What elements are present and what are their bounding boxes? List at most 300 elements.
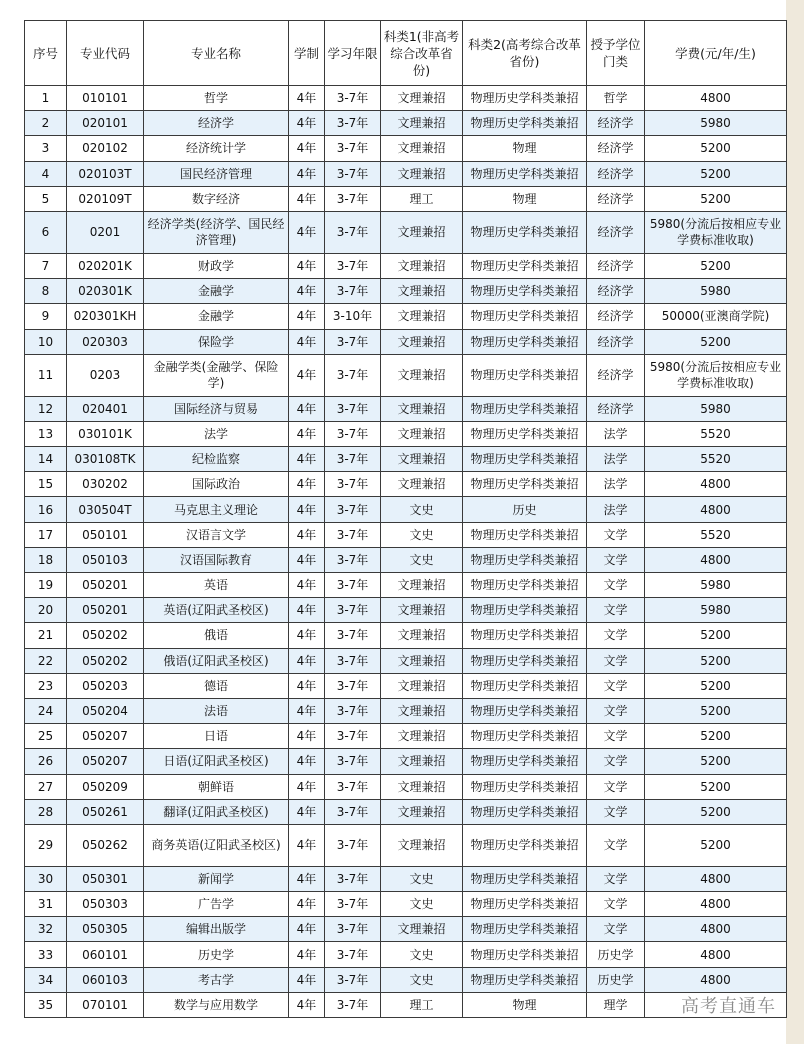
cell-col-degree: 文学	[587, 547, 645, 572]
cell-col-category-2: 物理历史学科类兼招	[463, 799, 587, 824]
cell-col-index: 15	[25, 472, 67, 497]
cell-col-code: 030101K	[67, 421, 144, 446]
header-col-tuition: 学费(元/年/生)	[645, 21, 787, 86]
cell-col-index: 22	[25, 648, 67, 673]
cell-col-tuition: 5200	[645, 673, 787, 698]
cell-col-index: 14	[25, 447, 67, 472]
cell-col-category-2: 物理历史学科类兼招	[463, 329, 587, 354]
cell-col-category-1: 文理兼招	[381, 648, 463, 673]
cell-col-degree: 经济学	[587, 186, 645, 211]
table-row	[25, 279, 787, 304]
cell-col-code: 020201K	[67, 253, 144, 278]
table-row	[25, 799, 787, 824]
table-row	[25, 421, 787, 446]
cell-col-tuition: 5200	[645, 824, 787, 866]
cell-col-major-name: 数学与应用数学	[144, 992, 289, 1017]
table-row	[25, 698, 787, 723]
cell-col-major-name: 历史学	[144, 942, 289, 967]
cell-col-tuition: 4800	[645, 892, 787, 917]
cell-col-category-2: 物理历史学科类兼招	[463, 967, 587, 992]
cell-col-major-name: 翻译(辽阳武圣校区)	[144, 799, 289, 824]
table-row	[25, 892, 787, 917]
cell-col-major-name: 日语(辽阳武圣校区)	[144, 749, 289, 774]
table-row	[25, 598, 787, 623]
cell-col-category-2: 物理历史学科类兼招	[463, 698, 587, 723]
cell-col-major-name: 保险学	[144, 329, 289, 354]
cell-col-major-name: 国际经济与贸易	[144, 396, 289, 421]
cell-col-major-name: 英语	[144, 573, 289, 598]
table-row	[25, 967, 787, 992]
table-row	[25, 917, 787, 942]
cell-col-study-years: 3-7年	[325, 623, 381, 648]
table-row	[25, 136, 787, 161]
cell-col-major-name: 日语	[144, 724, 289, 749]
cell-col-degree: 法学	[587, 447, 645, 472]
table-row	[25, 111, 787, 136]
cell-col-duration: 4年	[289, 749, 325, 774]
cell-col-category-2: 物理历史学科类兼招	[463, 866, 587, 891]
cell-col-tuition: 5980	[645, 111, 787, 136]
cell-col-code: 020109T	[67, 186, 144, 211]
cell-col-degree: 经济学	[587, 161, 645, 186]
cell-col-duration: 4年	[289, 111, 325, 136]
cell-col-study-years: 3-7年	[325, 573, 381, 598]
table-row	[25, 673, 787, 698]
cell-col-code: 050301	[67, 866, 144, 891]
header-col-major-name: 专业名称	[144, 21, 289, 86]
cell-col-duration: 4年	[289, 866, 325, 891]
cell-col-code: 070101	[67, 992, 144, 1017]
cell-col-category-2: 物理	[463, 186, 587, 211]
cell-col-category-2: 物理历史学科类兼招	[463, 396, 587, 421]
cell-col-duration: 4年	[289, 698, 325, 723]
cell-col-category-1: 文理兼招	[381, 161, 463, 186]
cell-col-code: 020401	[67, 396, 144, 421]
cell-col-degree: 文学	[587, 917, 645, 942]
cell-col-category-1: 文理兼招	[381, 623, 463, 648]
cell-col-degree: 经济学	[587, 329, 645, 354]
cell-col-duration: 4年	[289, 161, 325, 186]
cell-col-duration: 4年	[289, 824, 325, 866]
cell-col-tuition: 5200	[645, 186, 787, 211]
cell-col-category-1: 文理兼招	[381, 304, 463, 329]
cell-col-code: 0201	[67, 211, 144, 253]
cell-col-category-2: 物理历史学科类兼招	[463, 111, 587, 136]
cell-col-index: 13	[25, 421, 67, 446]
cell-col-category-1: 文理兼招	[381, 136, 463, 161]
cell-col-duration: 4年	[289, 992, 325, 1017]
cell-col-category-1: 文理兼招	[381, 354, 463, 396]
cell-col-duration: 4年	[289, 573, 325, 598]
cell-col-code: 050207	[67, 749, 144, 774]
table-row	[25, 824, 787, 866]
cell-col-tuition: 4800	[645, 547, 787, 572]
cell-col-index: 20	[25, 598, 67, 623]
table-row	[25, 329, 787, 354]
table-row	[25, 253, 787, 278]
cell-col-category-2: 物理历史学科类兼招	[463, 648, 587, 673]
cell-col-index: 32	[25, 917, 67, 942]
cell-col-degree: 法学	[587, 472, 645, 497]
cell-col-study-years: 3-7年	[325, 866, 381, 891]
cell-col-index: 16	[25, 497, 67, 522]
cell-col-category-2: 物理历史学科类兼招	[463, 522, 587, 547]
cell-col-study-years: 3-7年	[325, 86, 381, 111]
cell-col-category-1: 文理兼招	[381, 698, 463, 723]
cell-col-tuition: 5520	[645, 447, 787, 472]
cell-col-major-name: 金融学类(金融学、保险学)	[144, 354, 289, 396]
cell-col-duration: 4年	[289, 623, 325, 648]
cell-col-index: 30	[25, 866, 67, 891]
cell-col-study-years: 3-7年	[325, 136, 381, 161]
cell-col-major-name: 马克思主义理论	[144, 497, 289, 522]
cell-col-code: 050202	[67, 623, 144, 648]
cell-col-index: 4	[25, 161, 67, 186]
cell-col-study-years: 3-7年	[325, 421, 381, 446]
table-row	[25, 161, 787, 186]
cell-col-index: 35	[25, 992, 67, 1017]
cell-col-major-name: 汉语国际教育	[144, 547, 289, 572]
cell-col-category-2: 物理历史学科类兼招	[463, 573, 587, 598]
cell-col-degree: 经济学	[587, 396, 645, 421]
cell-col-code: 010101	[67, 86, 144, 111]
table-row	[25, 497, 787, 522]
cell-col-category-1: 文理兼招	[381, 447, 463, 472]
cell-col-tuition: 5200	[645, 648, 787, 673]
cell-col-tuition: 5200	[645, 724, 787, 749]
cell-col-category-2: 物理历史学科类兼招	[463, 304, 587, 329]
cell-col-index: 23	[25, 673, 67, 698]
cell-col-study-years: 3-7年	[325, 648, 381, 673]
cell-col-degree: 经济学	[587, 279, 645, 304]
cell-col-degree: 文学	[587, 749, 645, 774]
cell-col-study-years: 3-7年	[325, 522, 381, 547]
cell-col-study-years: 3-7年	[325, 497, 381, 522]
cell-col-degree: 文学	[587, 799, 645, 824]
cell-col-duration: 4年	[289, 892, 325, 917]
cell-col-index: 9	[25, 304, 67, 329]
cell-col-category-2: 物理历史学科类兼招	[463, 547, 587, 572]
cell-col-category-2: 物理历史学科类兼招	[463, 673, 587, 698]
cell-col-degree: 文学	[587, 598, 645, 623]
cell-col-study-years: 3-7年	[325, 279, 381, 304]
cell-col-study-years: 3-10年	[325, 304, 381, 329]
cell-col-major-name: 经济统计学	[144, 136, 289, 161]
cell-col-duration: 4年	[289, 253, 325, 278]
cell-col-category-1: 文史	[381, 892, 463, 917]
cell-col-duration: 4年	[289, 547, 325, 572]
cell-col-code: 050209	[67, 774, 144, 799]
cell-col-degree: 历史学	[587, 967, 645, 992]
cell-col-category-1: 文理兼招	[381, 279, 463, 304]
cell-col-index: 18	[25, 547, 67, 572]
table-row	[25, 354, 787, 396]
cell-col-tuition: 5200	[645, 698, 787, 723]
cell-col-major-name: 俄语	[144, 623, 289, 648]
cell-col-degree: 经济学	[587, 111, 645, 136]
cell-col-index: 1	[25, 86, 67, 111]
header-col-degree: 授予学位门类	[587, 21, 645, 86]
cell-col-major-name: 国民经济管理	[144, 161, 289, 186]
cell-col-code: 060101	[67, 942, 144, 967]
table-row	[25, 396, 787, 421]
cell-col-duration: 4年	[289, 329, 325, 354]
cell-col-major-name: 朝鲜语	[144, 774, 289, 799]
cell-col-category-2: 物理历史学科类兼招	[463, 917, 587, 942]
cell-col-tuition: 5520	[645, 421, 787, 446]
cell-col-code: 020102	[67, 136, 144, 161]
cell-col-category-1: 文理兼招	[381, 917, 463, 942]
cell-col-duration: 4年	[289, 136, 325, 161]
cell-col-index: 25	[25, 724, 67, 749]
cell-col-code: 050261	[67, 799, 144, 824]
cell-col-category-1: 文理兼招	[381, 211, 463, 253]
cell-col-duration: 4年	[289, 354, 325, 396]
table-row	[25, 623, 787, 648]
cell-col-index: 19	[25, 573, 67, 598]
cell-col-category-2: 历史	[463, 497, 587, 522]
cell-col-index: 24	[25, 698, 67, 723]
cell-col-index: 8	[25, 279, 67, 304]
cell-col-category-2: 物理历史学科类兼招	[463, 749, 587, 774]
cell-col-index: 21	[25, 623, 67, 648]
cell-col-degree: 经济学	[587, 304, 645, 329]
table-row	[25, 992, 787, 1017]
cell-col-index: 3	[25, 136, 67, 161]
cell-col-index: 27	[25, 774, 67, 799]
cell-col-code: 030108TK	[67, 447, 144, 472]
cell-col-duration: 4年	[289, 522, 325, 547]
cell-col-code: 050202	[67, 648, 144, 673]
cell-col-category-2: 物理历史学科类兼招	[463, 942, 587, 967]
cell-col-tuition: 4800	[645, 866, 787, 891]
cell-col-index: 28	[25, 799, 67, 824]
cell-col-category-2: 物理历史学科类兼招	[463, 824, 587, 866]
cell-col-major-name: 纪检监察	[144, 447, 289, 472]
cell-col-category-1: 文理兼招	[381, 673, 463, 698]
cell-col-category-1: 文史	[381, 967, 463, 992]
cell-col-study-years: 3-7年	[325, 253, 381, 278]
cell-col-major-name: 汉语言文学	[144, 522, 289, 547]
cell-col-duration: 4年	[289, 304, 325, 329]
cell-col-duration: 4年	[289, 774, 325, 799]
cell-col-study-years: 3-7年	[325, 799, 381, 824]
cell-col-duration: 4年	[289, 279, 325, 304]
cell-col-category-1: 文理兼招	[381, 774, 463, 799]
cell-col-duration: 4年	[289, 186, 325, 211]
cell-col-index: 31	[25, 892, 67, 917]
cell-col-study-years: 3-7年	[325, 161, 381, 186]
header-col-index: 序号	[25, 21, 67, 86]
table-row	[25, 774, 787, 799]
cell-col-code: 030504T	[67, 497, 144, 522]
cell-col-duration: 4年	[289, 447, 325, 472]
table-row	[25, 472, 787, 497]
cell-col-index: 33	[25, 942, 67, 967]
cell-col-tuition: 50000(亚澳商学院)	[645, 304, 787, 329]
cell-col-study-years: 3-7年	[325, 547, 381, 572]
cell-col-degree: 文学	[587, 824, 645, 866]
cell-col-category-1: 文理兼招	[381, 724, 463, 749]
cell-col-duration: 4年	[289, 967, 325, 992]
cell-col-duration: 4年	[289, 648, 325, 673]
cell-col-degree: 文学	[587, 522, 645, 547]
cell-col-category-2: 物理历史学科类兼招	[463, 598, 587, 623]
cell-col-category-1: 文理兼招	[381, 253, 463, 278]
header-col-category-1: 科类1(非高考综合改革省份)	[381, 21, 463, 86]
cell-col-major-name: 经济学	[144, 111, 289, 136]
cell-col-tuition: 5980(分流后按相应专业学费标准收取)	[645, 354, 787, 396]
cell-col-tuition: 4800	[645, 967, 787, 992]
cell-col-category-1: 文理兼招	[381, 799, 463, 824]
cell-col-major-name: 经济学类(经济学、国民经济管理)	[144, 211, 289, 253]
cell-col-code: 060103	[67, 967, 144, 992]
cell-col-major-name: 金融学	[144, 304, 289, 329]
cell-col-degree: 文学	[587, 866, 645, 891]
cell-col-category-2: 物理历史学科类兼招	[463, 472, 587, 497]
cell-col-code: 020101	[67, 111, 144, 136]
cell-col-category-2: 物理历史学科类兼招	[463, 421, 587, 446]
cell-col-major-name: 金融学	[144, 279, 289, 304]
cell-col-study-years: 3-7年	[325, 447, 381, 472]
cell-col-duration: 4年	[289, 942, 325, 967]
cell-col-index: 12	[25, 396, 67, 421]
cell-col-major-name: 英语(辽阳武圣校区)	[144, 598, 289, 623]
cell-col-study-years: 3-7年	[325, 111, 381, 136]
cell-col-category-2: 物理历史学科类兼招	[463, 279, 587, 304]
header-col-code: 专业代码	[67, 21, 144, 86]
cell-col-duration: 4年	[289, 673, 325, 698]
cell-col-degree: 文学	[587, 698, 645, 723]
cell-col-degree: 经济学	[587, 136, 645, 161]
cell-col-major-name: 哲学	[144, 86, 289, 111]
cell-col-degree: 文学	[587, 724, 645, 749]
cell-col-tuition: 4800	[645, 497, 787, 522]
cell-col-study-years: 3-7年	[325, 673, 381, 698]
cell-col-index: 29	[25, 824, 67, 866]
cell-col-category-2: 物理历史学科类兼招	[463, 253, 587, 278]
cell-col-index: 7	[25, 253, 67, 278]
cell-col-degree: 历史学	[587, 942, 645, 967]
cell-col-degree: 法学	[587, 497, 645, 522]
cell-col-duration: 4年	[289, 724, 325, 749]
cell-col-code: 0203	[67, 354, 144, 396]
cell-col-code: 050204	[67, 698, 144, 723]
cell-col-category-2: 物理历史学科类兼招	[463, 161, 587, 186]
cell-col-tuition: 5980	[645, 573, 787, 598]
cell-col-major-name: 财政学	[144, 253, 289, 278]
cell-col-index: 5	[25, 186, 67, 211]
cell-col-degree: 理学	[587, 992, 645, 1017]
cell-col-degree: 文学	[587, 774, 645, 799]
cell-col-study-years: 3-7年	[325, 992, 381, 1017]
cell-col-study-years: 3-7年	[325, 396, 381, 421]
cell-col-study-years: 3-7年	[325, 967, 381, 992]
cell-col-category-1: 文理兼招	[381, 111, 463, 136]
cell-col-category-1: 文理兼招	[381, 598, 463, 623]
cell-col-study-years: 3-7年	[325, 749, 381, 774]
cell-col-duration: 4年	[289, 497, 325, 522]
cell-col-tuition: 4800	[645, 472, 787, 497]
cell-col-study-years: 3-7年	[325, 724, 381, 749]
cell-col-category-2: 物理历史学科类兼招	[463, 892, 587, 917]
cell-col-tuition: 5980(分流后按相应专业学费标准收取)	[645, 211, 787, 253]
cell-col-category-2: 物理历史学科类兼招	[463, 774, 587, 799]
cell-col-index: 10	[25, 329, 67, 354]
table-row	[25, 547, 787, 572]
cell-col-category-1: 文史	[381, 547, 463, 572]
cell-col-degree: 经济学	[587, 354, 645, 396]
cell-col-tuition: 5520	[645, 522, 787, 547]
cell-col-category-2: 物理历史学科类兼招	[463, 623, 587, 648]
cell-col-major-name: 考古学	[144, 967, 289, 992]
cell-col-category-1: 文理兼招	[381, 421, 463, 446]
cell-col-study-years: 3-7年	[325, 774, 381, 799]
cell-col-index: 34	[25, 967, 67, 992]
cell-col-code: 050305	[67, 917, 144, 942]
cell-col-tuition: 4800	[645, 942, 787, 967]
cell-col-code: 020301K	[67, 279, 144, 304]
cell-col-study-years: 3-7年	[325, 698, 381, 723]
cell-col-duration: 4年	[289, 421, 325, 446]
cell-col-category-1: 文理兼招	[381, 824, 463, 866]
cell-col-category-2: 物理历史学科类兼招	[463, 447, 587, 472]
cell-col-duration: 4年	[289, 472, 325, 497]
cell-col-tuition: 5200	[645, 161, 787, 186]
cell-col-tuition: 4800	[645, 86, 787, 111]
cell-col-index: 17	[25, 522, 67, 547]
cell-col-tuition: 5980	[645, 598, 787, 623]
table-row	[25, 447, 787, 472]
cell-col-category-2: 物理	[463, 136, 587, 161]
cell-col-tuition: 5200	[645, 774, 787, 799]
cell-col-degree: 哲学	[587, 86, 645, 111]
cell-col-index: 11	[25, 354, 67, 396]
cell-col-study-years: 3-7年	[325, 329, 381, 354]
cell-col-study-years: 3-7年	[325, 472, 381, 497]
cell-col-major-name: 商务英语(辽阳武圣校区)	[144, 824, 289, 866]
cell-col-major-name: 广告学	[144, 892, 289, 917]
cell-col-duration: 4年	[289, 396, 325, 421]
table-body	[25, 86, 787, 1018]
table-header	[25, 21, 787, 86]
cell-col-major-name: 俄语(辽阳武圣校区)	[144, 648, 289, 673]
cell-col-code: 050203	[67, 673, 144, 698]
cell-col-tuition: 5980	[645, 396, 787, 421]
cell-col-major-name: 数字经济	[144, 186, 289, 211]
cell-col-category-1: 文理兼招	[381, 329, 463, 354]
cell-col-category-1: 文史	[381, 522, 463, 547]
cell-col-tuition: 5200	[645, 253, 787, 278]
table-row	[25, 86, 787, 111]
cell-col-tuition: 5200	[645, 329, 787, 354]
cell-col-code: 020301KH	[67, 304, 144, 329]
cell-col-study-years: 3-7年	[325, 917, 381, 942]
cell-col-code: 050103	[67, 547, 144, 572]
cell-col-study-years: 3-7年	[325, 211, 381, 253]
cell-col-index: 2	[25, 111, 67, 136]
cell-col-index: 6	[25, 211, 67, 253]
cell-col-degree: 经济学	[587, 253, 645, 278]
watermark: 高考直通车	[681, 996, 776, 1017]
cell-col-study-years: 3-7年	[325, 824, 381, 866]
cell-col-index: 26	[25, 749, 67, 774]
header-row	[25, 21, 787, 86]
cell-col-degree: 法学	[587, 421, 645, 446]
table-row	[25, 522, 787, 547]
cell-col-study-years: 3-7年	[325, 186, 381, 211]
cell-col-tuition: 5200	[645, 749, 787, 774]
